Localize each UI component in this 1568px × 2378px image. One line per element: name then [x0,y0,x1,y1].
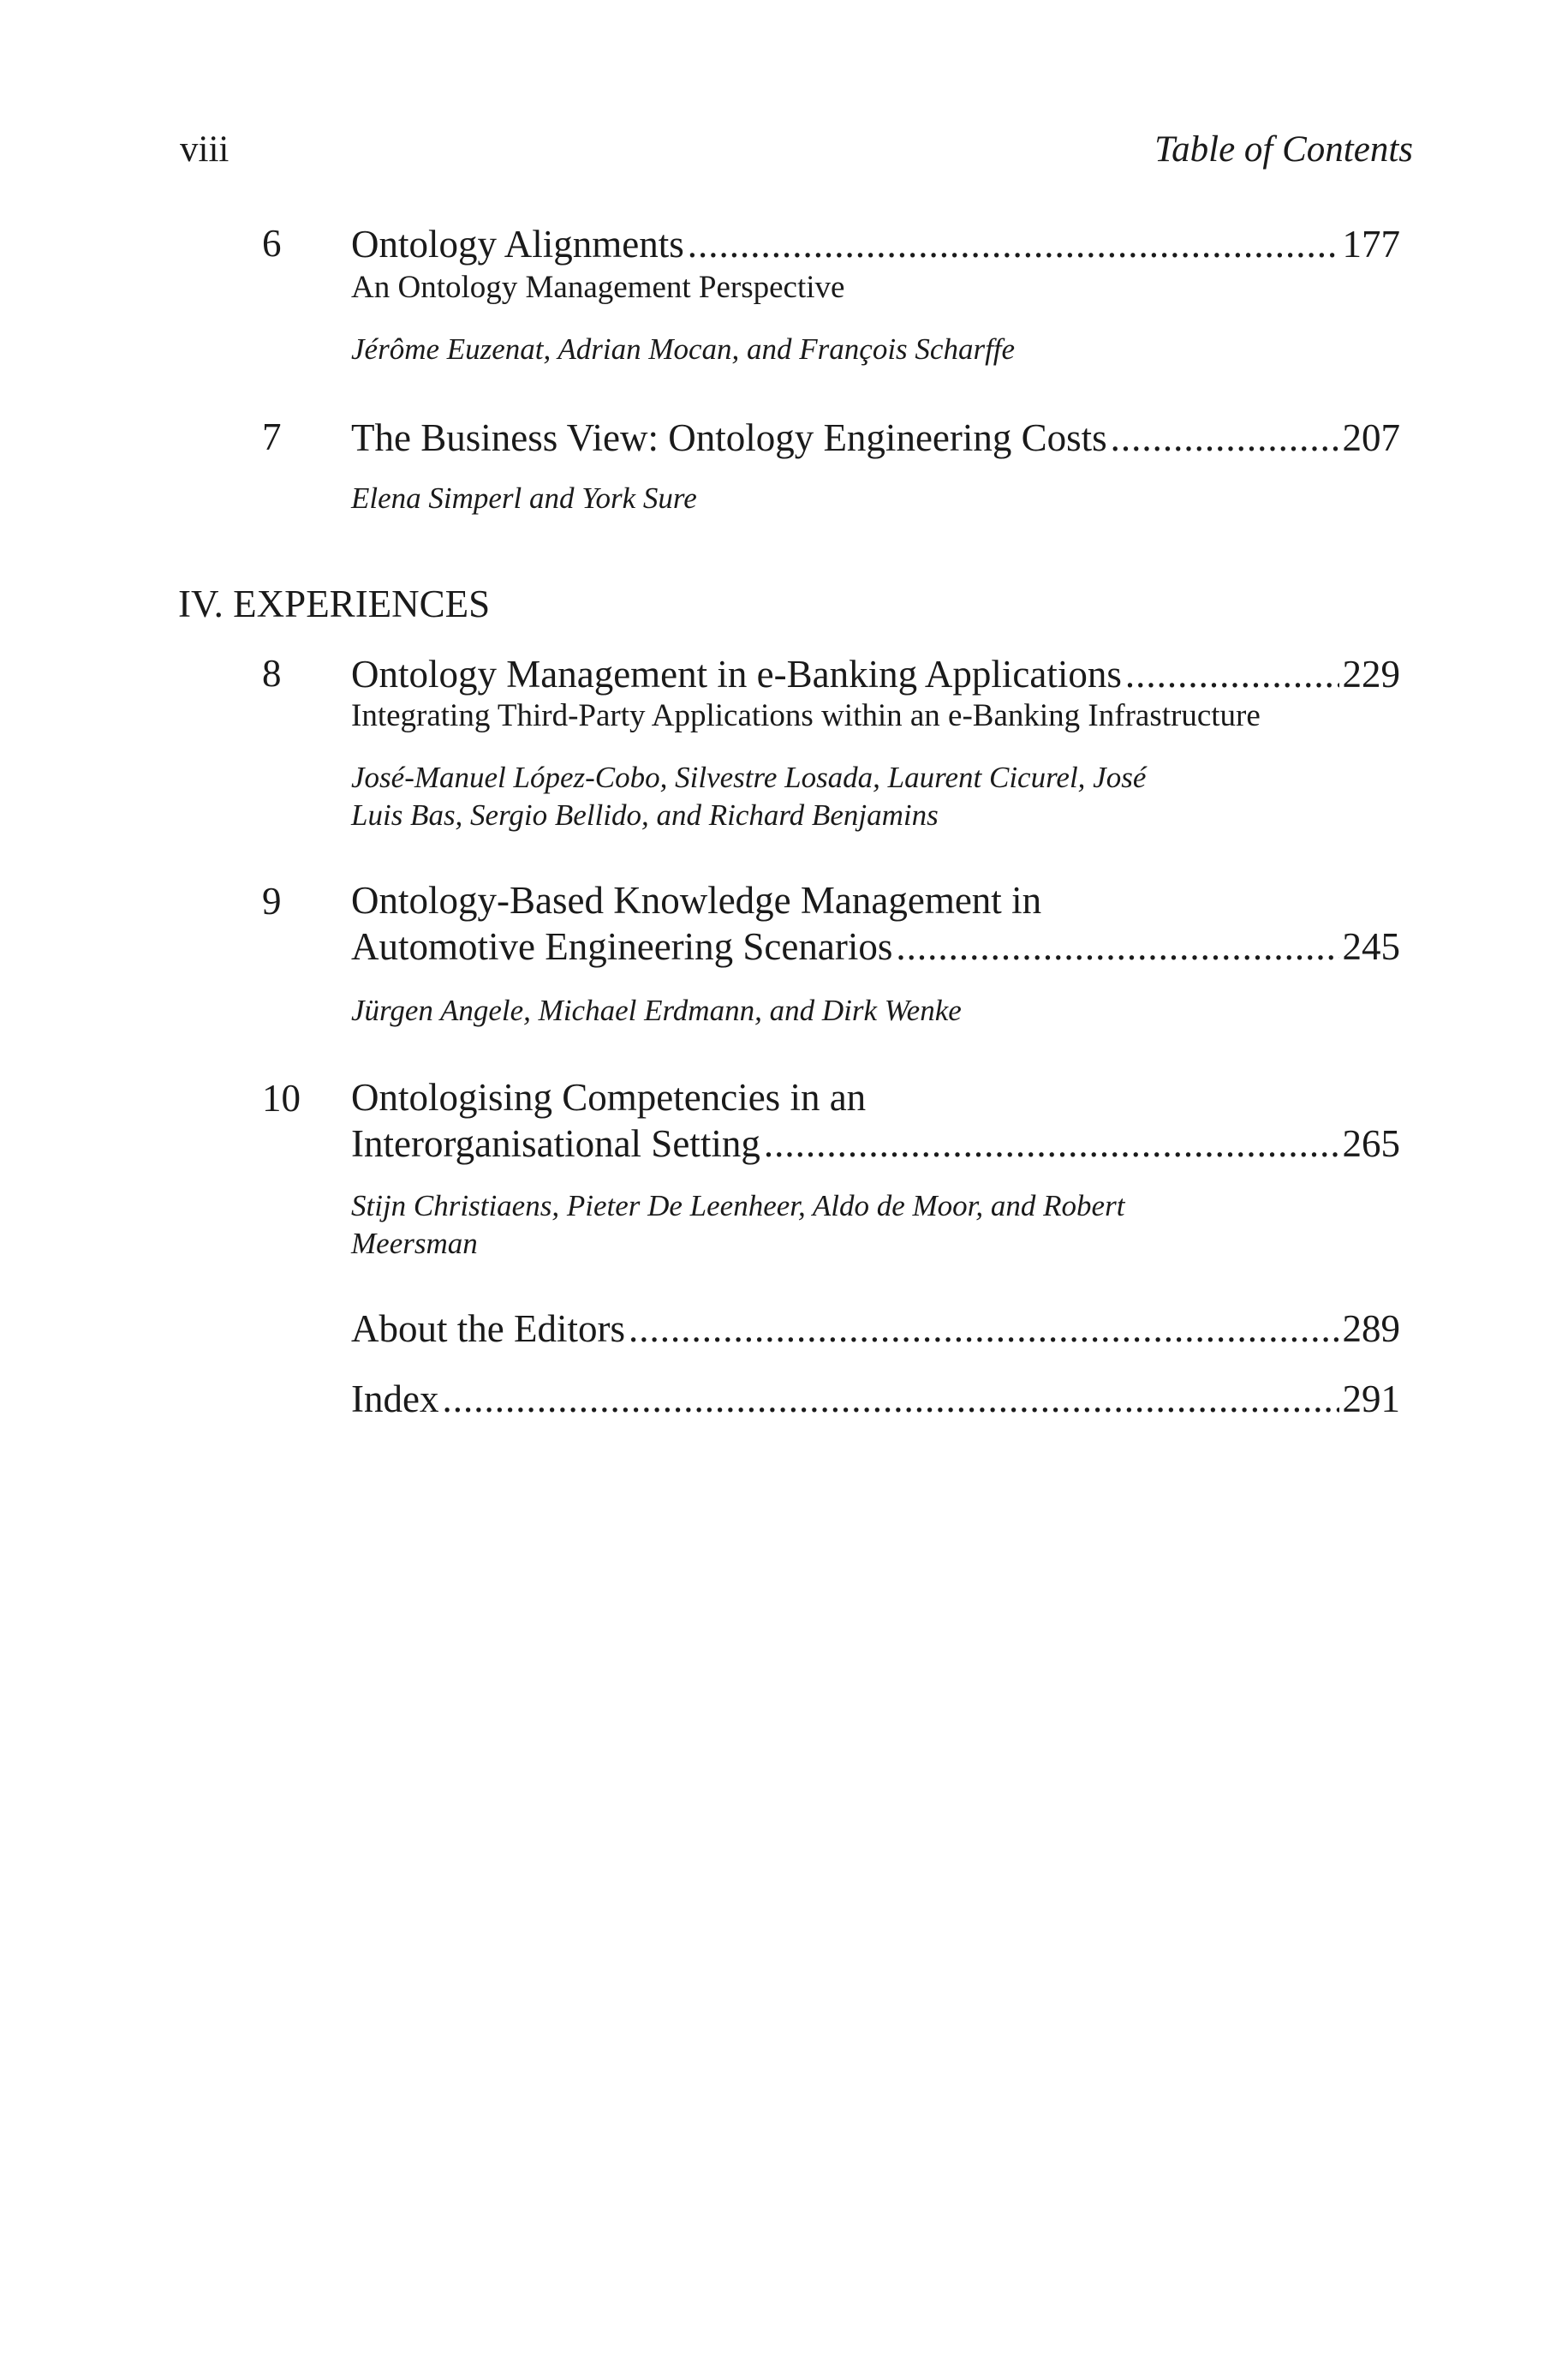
toc-entry-index[interactable] [351,1376,1400,1422]
chapter-authors: Jürgen Angele, Michael Erdmann, and Dirk Wenke [351,994,962,1027]
dot-leader [764,1120,1339,1167]
chapter-subtitle: Integrating Third-Party Applications within an e-Banking Infrastructure [351,698,1261,733]
chapter-title-line-2: Interorganisational Setting [351,1122,760,1165]
dot-leader [688,221,1339,267]
chapter-number: 7 [262,415,282,458]
page-number: 177 [1342,223,1400,266]
page-number: 265 [1342,1122,1400,1165]
chapter-authors-line-1: Stijn Christiaens, Pieter De Leenheer, Aldo de Moor, and Robert [351,1189,1125,1222]
chapter-authors: Jérôme Euzenat, Adrian Mocan, and François Scharffe [351,332,1016,366]
toc-entry-about-editors[interactable] [351,1306,1400,1352]
page-number: 229 [1342,653,1400,696]
toc-entry-chapter-8[interactable] [351,651,1400,697]
dot-leader [1125,651,1339,697]
chapter-number: 9 [262,880,282,923]
backmatter-title: About the Editors [351,1307,625,1350]
page-number: 245 [1342,925,1400,968]
running-title: Table of Contents [1154,129,1413,170]
chapter-authors-line-2: Luis Bas, Sergio Bellido, and Richard Benjamins [351,798,939,832]
part-heading: IV. EXPERIENCES [178,583,491,625]
chapter-title-line-1[interactable]: Ontologising Competencies in an [351,1076,867,1119]
chapter-title-line-2: Automotive Engineering Scenarios [351,925,893,968]
chapter-authors-line-2: Meersman [351,1227,478,1260]
running-head [180,128,1413,180]
chapter-title: Ontology Alignments [351,223,684,266]
dot-leader [896,923,1338,970]
chapter-number: 10 [262,1077,301,1120]
toc-entry-chapter-6[interactable] [351,221,1400,267]
backmatter-title: Index [351,1377,439,1420]
chapter-title: Ontology Management in e-Banking Applications [351,653,1122,696]
chapter-authors-line-1: José-Manuel López-Cobo, Silvestre Losada, Laurent Cicurel, José [351,761,1147,794]
chapter-title: The Business View: Ontology Engineering Costs [351,416,1107,459]
toc-entry-chapter-10[interactable] [351,1120,1400,1167]
dot-leader [1111,415,1339,461]
chapter-authors: Elena Simperl and York Sure [351,481,697,515]
toc-entry-chapter-9[interactable] [351,923,1400,970]
dot-leader [442,1376,1338,1422]
page-number: 289 [1342,1307,1400,1350]
chapter-number: 6 [262,222,282,265]
chapter-title-line-1[interactable]: Ontology-Based Knowledge Management in [351,879,1042,922]
toc-entry-chapter-7[interactable] [351,415,1400,461]
page-number: 291 [1342,1377,1400,1420]
chapter-subtitle: An Ontology Management Perspective [351,270,845,305]
chapter-number: 8 [262,652,282,695]
page-folio: viii [180,129,230,170]
dot-leader [629,1306,1339,1352]
page-number: 207 [1342,416,1400,459]
